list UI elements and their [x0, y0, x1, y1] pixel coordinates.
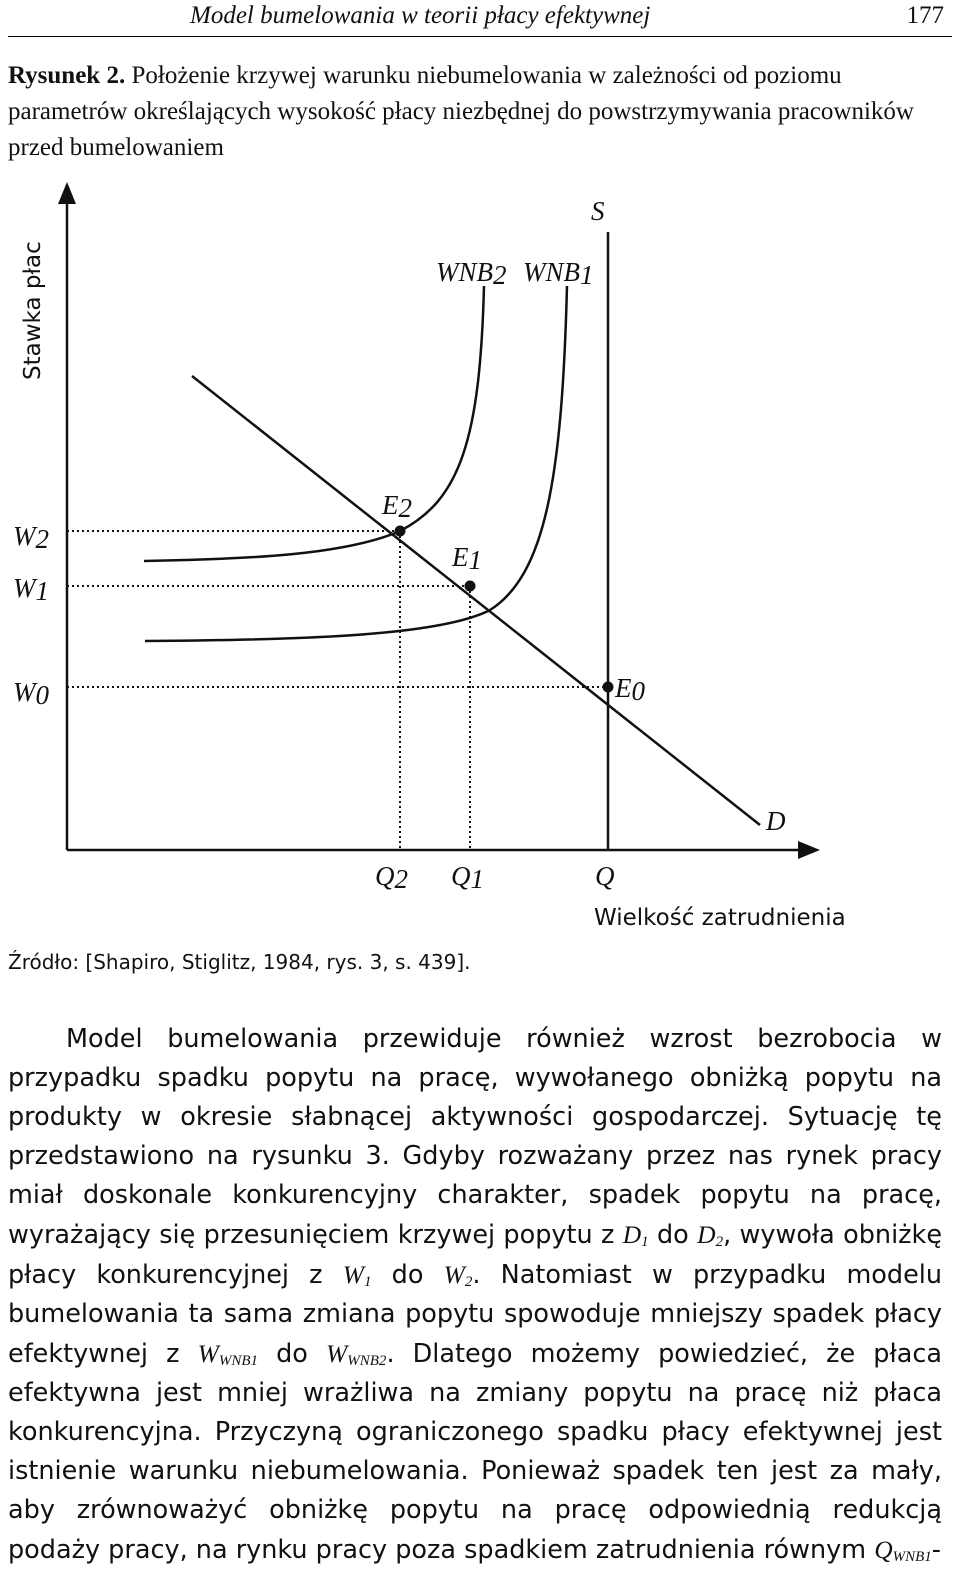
label-w1: W1	[13, 573, 49, 606]
label-w0: W0	[13, 677, 49, 710]
header-rule	[8, 36, 952, 37]
figure-source: Źródło: [Shapiro, Stiglitz, 1984, rys. 3, s. 439].	[8, 950, 471, 974]
label-e1: E1	[452, 542, 482, 575]
running-head: Model bumelowania w teorii płacy efektywnej	[190, 2, 651, 29]
shirking-diagram	[0, 170, 960, 950]
figure-caption-text: Położenie krzywej warunku niebumelowania w zależności od poziomu parametrów określających wysokość płacy niezbędnej do powstrzymywania pracowników przed bumelowaniem	[8, 62, 914, 161]
x-axis-arrow	[798, 841, 820, 859]
figure-caption-label: Rysunek 2.	[8, 62, 126, 89]
wnb2-curve	[144, 286, 484, 561]
label-q2: Q2	[375, 861, 408, 894]
x-axis-title: Wielkość zatrudnienia	[594, 905, 846, 931]
label-e2: E2	[382, 490, 412, 523]
point-e2	[395, 526, 406, 537]
demand-curve-d	[192, 376, 760, 825]
page-number: 177	[906, 2, 944, 29]
label-s: S	[591, 196, 605, 226]
point-e1	[465, 581, 476, 592]
label-wnb2: WNB2	[436, 257, 507, 290]
body-paragraph	[8, 1020, 942, 1570]
label-q1: Q1	[451, 861, 484, 894]
point-e0	[603, 682, 614, 693]
wnb1-curve	[145, 286, 567, 641]
paragraph: Model bumelowania przewiduje również wzrost bezrobocia w przypadku spadku popytu na pracę, wywołanego obniżką popytu na produkty w okresie słabnącej aktywności gospodarczej. Sytuację tę przedstawiono na rysunku 3. Gdyby rozważany przez nas rynek pracy miał doskonale konkurencyjny charakter, spadek popytu na pracę, wyrażający się przesunięciem krzywej popytu z $D_1$ do $D_2$, wywoła obniżkę płacy konkurencyjnej z $W_1$ do $W_2$. Natomiast w przypadku modelu bumelowania ta sama zmiana popytu spowoduje mniejszy spadek płacy efektywnej z $W_{WNB1}$ do $W_{WNB2}$. Dlatego możemy powiedzieć, że płaca efektywna jest mniej wrażliwa na zmiany popytu na pracę niż płaca konkurencyjna. Przyczyną ograniczonego spadku płacy efektywnej jest istnienie warunku niebumelowania. Ponieważ spadek ten jest za mały, aby zrównoważyć obniżkę popytu na pracę odpowiednią redukcją podaży pracy, na rynku pracy poza spadkiem zatrudnienia równym $Q_{WNB1}-$	[8, 1024, 943, 1565]
label-wnb1: WNB1	[523, 257, 594, 290]
label-w2: W2	[13, 521, 49, 554]
y-axis-arrow	[58, 182, 76, 204]
label-e0: E0	[615, 673, 645, 706]
label-d: D	[766, 806, 786, 836]
y-axis-title: Stawka płac	[20, 241, 46, 380]
figure-caption	[8, 58, 938, 166]
label-q: Q	[595, 861, 615, 891]
